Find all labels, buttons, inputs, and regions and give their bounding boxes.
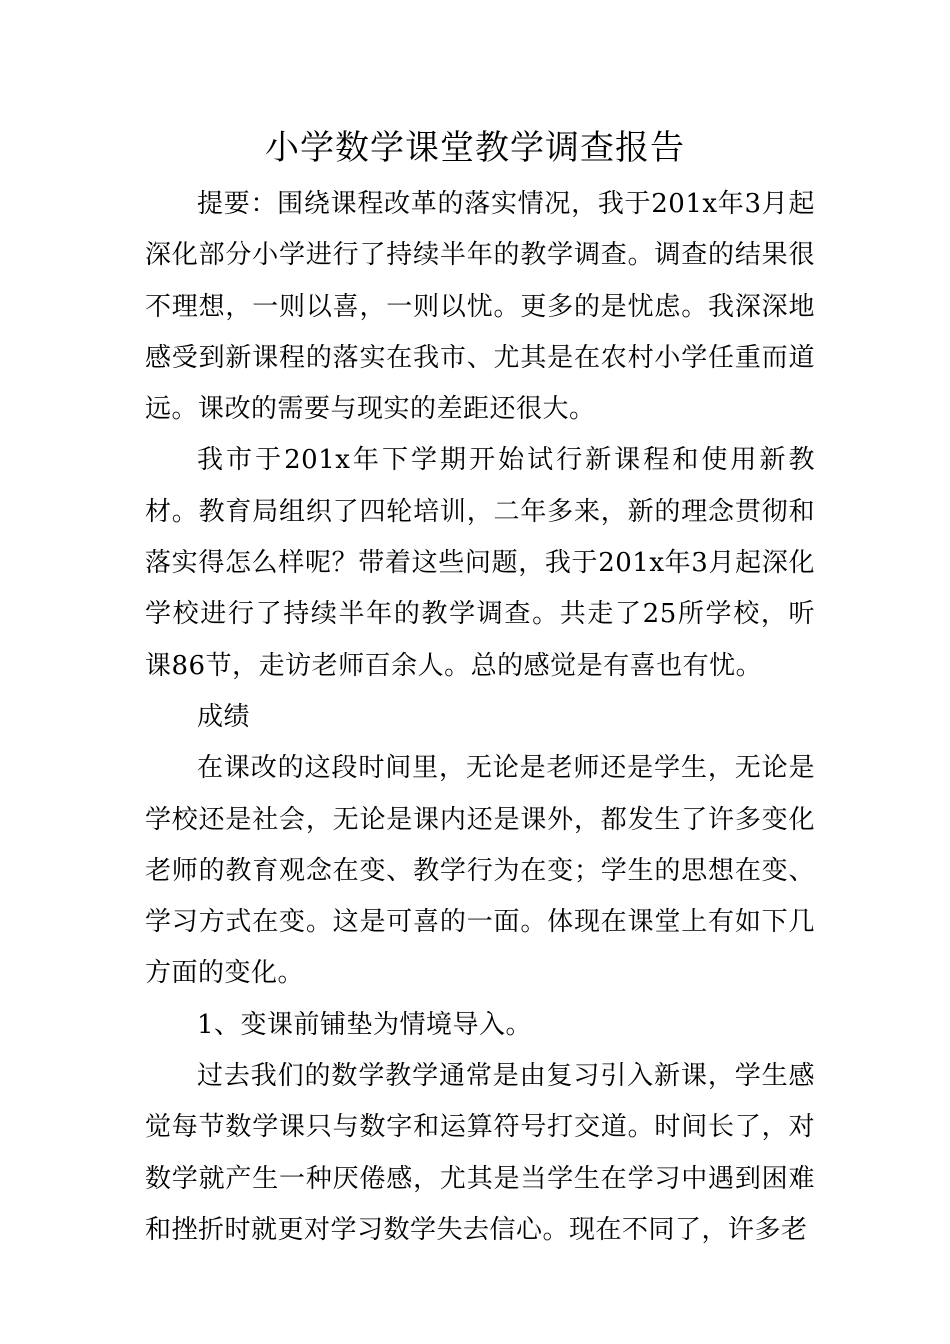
document-title: 小学数学课堂教学调查报告 (265, 128, 685, 168)
list-item-heading-1: 1、变课前铺垫为情境导入。 (197, 1009, 533, 1040)
document-body (145, 179, 815, 1256)
paragraph-changes: 在课改的这段时间里，无论是老师还是学生，无论是学校还是社会，无论是课内还是课外，都发生了许多变化老师的教育观念在变、教学行为在变；学生的思想在变、学习方式在变。这是可喜的一面。体现在课堂上有如下几方面的变化。 (145, 753, 815, 989)
paragraph-intro: 我市于201x年下学期开始试行新课程和使用新教材。教育局组织了四轮培训，二年多来，新的理念贯彻和落实得怎么样呢？带着这些问题，我于201x年3月起深化学校进行了持续半年的教学调查。共走了25所学校，听课86节，走访老师百余人。总的感觉是有喜也有忧。 (145, 445, 815, 681)
paragraph-abstract: 提要：围绕课程改革的落实情况，我于201x年3月起深化部分小学进行了持续半年的教学调查。调查的结果很不理想，一则以喜，一则以忧。更多的是忧虑。我深深地感受到新课程的落实在我市、尤其是在农村小学任重而道远。课改的需要与现实的差距还很大。 (145, 189, 815, 425)
section-heading-achievements: 成绩 (197, 701, 251, 732)
paragraph-past-teaching: 过去我们的数学教学通常是由复习引入新课，学生感觉每节数学课只与数字和运算符号打交道。时间长了，对数学就产生一种厌倦感，尤其是当学生在学习中遇到困难和挫折时就更对学习数学失去信心。现在不同了，许多老 (145, 1061, 815, 1245)
